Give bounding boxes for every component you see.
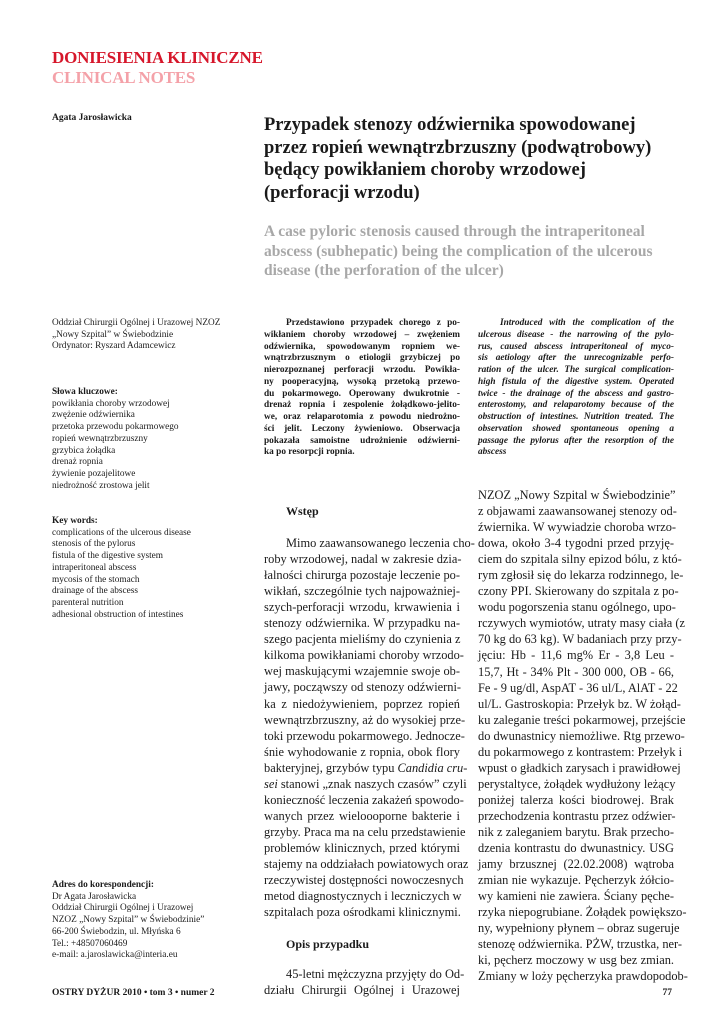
keyword-item: niedrożność zrostowa jelit [52,480,150,491]
abstract-line: high fistula of the digestive system. Operated [478,376,674,387]
body-line: wanych przez wieloooporne bakterie i [264,808,460,823]
correspondence-line: e-mail: a.jaroslawicka@interia.eu [52,950,178,961]
abstract-line: ulcerous disease - the narrowing of the pylo- [478,329,674,340]
body-line: ciem do szpitala silny epizod bólu, z któ- [478,552,682,567]
body-line: szych-perforacji wrzodu, krwawienia i [264,600,460,615]
body-line: wodu pogorszenia stanu ogólnego, upo- [478,600,676,615]
body-line: rzyka niepogrubiane. Żołądek powiększo- [478,905,687,920]
abstract-line: du pokarmowego. Operowany dwukrotnie - [264,388,460,399]
title-line: A case pyloric stenosis caused through the intraperitoneal [264,223,645,240]
body-line: nik z zaleganiem barytu. Brak przecho- [478,824,674,839]
title-line: przez ropień wewnątrzbrzuszny (podwątrobowy) [264,137,652,158]
body-line: Mimo zaawansowanego leczenia cho- [286,536,475,551]
body-line [264,776,467,792]
abstract-line: Introduced with the complication of the [500,318,674,328]
body-line: ul/L. Gastroskopia: Przełyk bz. W żołąd- [478,696,681,711]
body-line: wej maskującymi wzajemnie swoje ob- [264,664,460,679]
keyword-item: ropień wewnątrzbrzuszny [52,433,148,444]
body-line: ku zaleganie treści pokarmowej, przejście [478,712,686,727]
affiliation-line: „Nowy Szpital” w Świebodzinie [52,329,174,340]
body-line: stenozę odźwiernika. PŻW, trzustka, ner- [478,937,683,952]
abstract-line: rus, caused abscess intraperitoneal of myco- [478,341,674,352]
article-title-pl [264,114,684,204]
section-heading-intro: Wstęp [286,504,319,518]
body-line: dzenia kontrastu do dwunastnicy. USG [478,841,674,856]
body-line: jawy, począwszy od stenozy odźwierni- [264,680,462,695]
title-line: disease (the perforation of the ulcer) [264,262,504,279]
body-line: grzyby. Praca ma na celu przedstawienie [264,824,466,839]
body-line: łalności chirurga pozostaje leczenie po- [264,568,460,583]
body-line: NZOZ „Nowy Szpital w Świebodzinie” [478,488,676,502]
body-line: metod diagnostycznych i leczniczych w [264,889,462,904]
correspondence-heading: Adres do korespondencji: [52,880,154,890]
body-line: rczywych wymiotów, utraty masy ciała (z [478,616,686,631]
body-line: rzeczywistej dostępności nowoczesnych [264,873,464,888]
body-line: rym zgłosił się do lekarza rodzinnego, le- [478,568,684,583]
body-line: stenozy odźwiernika. W przypadku na- [264,616,460,631]
keyword-item: drenaż ropnia [52,457,103,468]
affiliation [52,318,220,353]
body-line: toki przewodu pokarmowego. Jednocze- [264,728,465,743]
body-line: wikłań, szczególnie tych najpoważniej- [264,584,460,599]
abstract-line: drenaż ropnia i zespolenie żołądkowo-jelito- [264,400,460,411]
body-line: zmian nie wykazuje. Pęcherzyk żółcio- [478,873,674,888]
keyword-item: fistula of the digestive system [52,551,164,562]
title-line: Przypadek stenozy odźwiernika spowodowanej [264,115,636,135]
title-line: abscess (subhepatic) being the complication of the ulcerous [264,242,653,260]
body-line: konieczność leczenia zakażeń spowodo- [264,792,464,807]
keyword-item: stenosis of the pylorus [52,539,136,550]
body-line: jęciu: Hb - 11,6 mg% Er - 3,8 Leu - [478,648,674,663]
correspondence-line: Dr Agata Jarosławicka [52,891,137,902]
section-label-pl: DONIESIENIA KLINICZNE [52,48,263,67]
body-line: 45-letni mężczyzna przyjęty do Od- [286,967,465,982]
body-line: poniżej talerza kości biodrowej. Brak [478,792,674,807]
body-line: dowa, około 3-4 tygodni przed przyję- [478,536,674,551]
keyword-item: drainage of the abscess [52,586,138,597]
article-title-en [264,222,684,281]
page-number: 77 [662,988,672,998]
body-line: ka z niedożywieniem, poprzez ropień [264,696,460,711]
body-line: stajemy na oddziałach powiatowych oraz [264,856,469,871]
keywords-heading: Słowa kluczowe: [52,387,118,397]
body-line: Fe - 9 ug/dl, AspAT - 36 ul/L, AlAT - 22 [478,680,678,695]
body-line: problemów klinicznych, przed którymi [264,840,460,855]
abstract-line: sis aetiology after the unrecognizable perfo- [478,353,674,364]
keyword-item: intraperitoneal abscess [52,562,137,573]
correspondence-address [52,880,204,962]
abstract-line: nierozpoznanej perforacji wrzodu. Powikła- [264,365,460,375]
abstract-line: enterostomy, and relaparotomy because of the [478,400,674,411]
abstract-line: wikłaniem choroby wrzodowej – zwężeniem [264,329,460,340]
keyword-item: adhesional obstruction of intestines [52,609,184,620]
body-line: szpitalach poza ośrodkami klinicznymi. [264,905,461,920]
correspondence-line: Oddział Chirurgii Ogólnej i Urazowej [52,903,194,914]
body-line: Zmiany w loży pęcherzyka prawdopodob- [478,969,688,984]
keyword-item: grzybica żołądka [52,445,116,456]
correspondence-line: NZOZ „Nowy Szpital” w Świebodzinie” [52,915,205,926]
body-line: przechodzenia kontrastu przez odźwier- [478,808,676,823]
keyword-item: przetoka przewodu pokarmowego [52,422,179,433]
journal-footer: OSTRY DYŻUR 2010 • tom 3 • numer 2 [52,988,215,998]
section-heading-case: Opis przypadku [286,937,370,952]
abstract-line: twice - the drainage of the abscess and gastro- [478,388,674,399]
abstract-line: observation showed spontaneous opening a [478,423,674,434]
abstract-line: abscess [478,447,507,458]
abstract-line: ści jelit. Leczony żywieniowo. Obserwacja [264,423,460,434]
keyword-item: parenteral nutrition [52,597,124,608]
affiliation-line: Ordynator: Ryszard Adamcewicz [52,341,176,352]
abstract-line: we, oraz relaparotomia z powodu niedrożno- [264,412,460,422]
keyword-item: powikłania choroby wrzodowej [52,398,170,409]
body-line: ny, wypełniony płynem – obraz sugeruje [478,921,680,936]
keywords-heading: Key words: [52,516,98,526]
body-line: perystaltyce, żołądek wydłużony leżący [478,776,676,791]
body-column-middle [264,503,475,998]
correspondence-line: Tel.: +48507060469 [52,938,128,949]
abstract-line: pokazała samoistne udrożnienie odźwierni- [264,435,460,446]
body-line: do dwunastnicy niemożliwe. Rtg przewo- [478,728,685,743]
body-line: działu Chirurgii Ogólnej i Urazowej [264,983,460,998]
affiliation-line: Oddział Chirurgii Ogólnej i Urazowej NZOZ [52,318,221,328]
keyword-item: żywienie pozajelitowe [52,468,136,479]
abstract-line: ration of the ulcer. The surgical complication- [478,365,674,375]
keyword-item: mycosis of the stomach [52,574,140,585]
body-line: 70 kg do 63 kg). W badaniach przy przy- [478,632,682,647]
body-line: szego pacjenta mieliśmy do czynienia z [264,632,461,647]
body-line: czony PPI. Skierowany do szpitala z po- [478,584,679,599]
body-line: wpust o gładkich zarysach i prawidłowej [478,760,681,775]
body-line: jamy brzusznej (22.02.2008) wątroba [478,857,674,872]
abstract-line: Przedstawiono przypadek chorego z po- [286,318,460,328]
correspondence-line: 66-200 Świebodzin, ul. Młyńska 6 [52,926,181,937]
title-line: (perforacji wrzodu) [264,182,420,203]
body-line: źwiernika. W wywiadzie choroba wrzo- [478,520,677,535]
abstract-line: odźwiernika, spowodowanym ropniem we- [264,341,460,352]
body-column-right [478,487,688,984]
abstract-line: obstruction of intestines. Nutrition treated. The [478,412,674,422]
abstract-line: ka po resorpcji ropnia. [264,447,355,458]
body-line: z objawami zaawansowanej stenozy od- [478,504,677,519]
body-text: stanowi „znak naszych czasów” czyli [277,776,467,791]
abstract-line: passage the pylorus after the resorption of the [478,435,674,446]
body-text: bakteryjnej, grzybów typu [264,760,398,775]
abstract-line: ny pooperacyjną, wysoką przetoką przewo- [264,376,460,387]
body-line: ki, pęcherz moczowy w usg bez zmian. [478,953,674,968]
body-line: 15,7, Ht - 34% Plt - 300 000, OB - 66, [478,664,674,679]
body-line: wy kamieni nie zawiera. Ściany pęche- [478,889,674,904]
body-line: du pokarmowego z kontrastem: Przełyk i [478,744,683,759]
abstract-en [478,318,674,459]
keywords-pl [52,387,179,492]
body-line: wewnątrzbrzuszny, aż do wysokiej prze- [264,712,466,727]
abstract-pl [264,318,460,459]
keywords-en [52,516,191,621]
author: Agata Jarosławicka [52,113,132,123]
italic-term: sei [264,776,278,791]
keyword-item: zwężenie odźwiernika [52,410,135,421]
italic-term: Candidia cru- [397,760,468,775]
body-line: śnie wyhodowanie z ropnia, obok flory [264,744,460,759]
body-line [264,760,468,776]
keyword-item: complications of the ulcerous disease [52,527,191,538]
title-line: będący powikłaniem choroby wrzodowej [264,160,586,180]
body-line: kilkoma powikłaniami choroby wrzodo- [264,648,464,663]
abstract-line: wnątrzbrzusznym o etiologii grzybiczej po [264,353,460,364]
body-line: roby wrzodowej, nadal w zakresie dzia- [264,552,462,567]
section-label-en: CLINICAL NOTES [52,68,196,87]
